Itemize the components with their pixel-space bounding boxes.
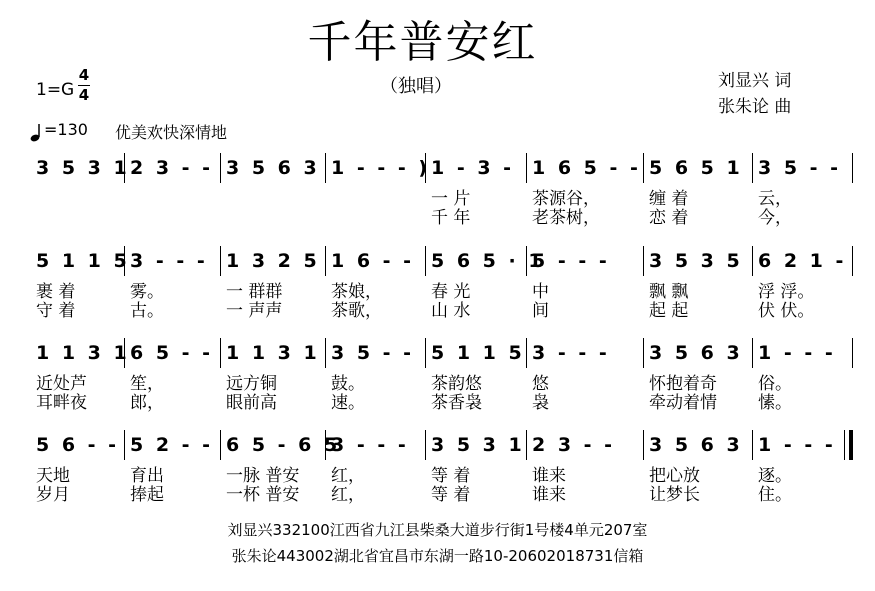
barline: [325, 246, 326, 276]
measure-notes: 5 - - -: [532, 250, 610, 272]
lyric-verse-2: 山 水: [431, 301, 471, 321]
quarter-note-icon: [30, 124, 44, 142]
lyric-verse-2: 岁月: [36, 485, 70, 505]
tempo-marking: =130: [44, 120, 88, 139]
measure-notes: 5 6 5 · 1: [431, 250, 545, 272]
measure-notes: 3 5 3 1: [431, 434, 525, 456]
lyric-verse-1: 等 着: [431, 466, 471, 486]
measure-notes: 3 - - -: [532, 342, 610, 364]
lyric-verse-2: 间: [532, 301, 549, 321]
barline: [325, 338, 326, 368]
lyric-verse-2: 恋 着: [649, 208, 689, 228]
measure-notes: 3 5 - -: [331, 342, 415, 364]
measure-notes: 5 6 - -: [36, 434, 120, 456]
barline: [752, 246, 753, 276]
lyric-verse-1: 悠: [532, 374, 549, 394]
barline: [643, 153, 644, 183]
barline: [752, 430, 753, 460]
address-line-1: 刘显兴332100江西省九江县柴桑大道步行街1号楼4单元207室: [227, 521, 648, 539]
lyric-verse-2: 让梦长: [649, 485, 700, 505]
barline: [852, 338, 853, 368]
song-subtitle: （独唱）: [380, 76, 452, 97]
address-line-2: 张朱论443002湖北省宜昌市东湖一路10-20602018731信箱: [231, 547, 644, 565]
lyric-verse-1: 谁来: [532, 466, 566, 486]
lyric-verse-2: 耳畔夜: [36, 393, 87, 413]
measure-notes: 3 5 6 3: [649, 342, 743, 364]
measure-notes: 1 3 2 5: [226, 250, 320, 272]
measure-notes: 6 2 1 -: [758, 250, 847, 272]
measure-notes: 3 - - -: [331, 434, 409, 456]
lyric-verse-1: 一 群群: [226, 282, 283, 302]
barline: [752, 338, 753, 368]
lyric-verse-2: 等 着: [431, 485, 471, 505]
song-title: 千年普安红: [307, 17, 538, 68]
lyric-verse-2: 古。: [130, 301, 164, 321]
lyric-verse-1: 中: [532, 282, 549, 302]
lyric-verse-2: 一杯 普安: [226, 485, 300, 505]
lyric-verse-2: 守 着: [36, 301, 76, 321]
lyric-verse-1: 一脉 普安: [226, 466, 300, 486]
measure-notes: 1 - 3 -: [431, 157, 515, 179]
expression-marking: 优美欢快深情地: [115, 123, 228, 142]
lyric-verse-1: 飘 飘: [649, 282, 689, 302]
lyric-verse-2: 袅: [532, 393, 549, 413]
lyric-verse-2: 速。: [331, 393, 365, 413]
barline: [643, 338, 644, 368]
lyric-verse-2: 茶歌，: [331, 301, 382, 321]
measure-notes: 5 2 - -: [130, 434, 214, 456]
measure-notes: 1 1 3 1: [36, 342, 130, 364]
lyric-verse-2: 谁来: [532, 485, 566, 505]
measure-notes: 1 1 3 1: [226, 342, 320, 364]
barline: [220, 430, 221, 460]
barline: [425, 338, 426, 368]
lyric-verse-2: 今，: [758, 208, 792, 228]
lyric-verse-1: 云，: [758, 189, 792, 209]
lyric-verse-2: 一 声声: [226, 301, 283, 321]
measure-notes: 3 5 6 3: [226, 157, 320, 179]
lyric-verse-1: 裹 着: [36, 282, 76, 302]
measure-notes: 3 5 3 5: [649, 250, 743, 272]
lyric-verse-1: 怀抱着奇: [649, 374, 717, 394]
lyric-verse-2: 千 年: [431, 208, 471, 228]
measure-notes: 1 6 5 - -: [532, 157, 641, 179]
lyric-verse-1: 近处芦: [36, 374, 87, 394]
measure-notes: 3 5 6 3: [649, 434, 743, 456]
time-signature: [78, 67, 90, 104]
measure-notes: 3 5 - -: [758, 157, 842, 179]
lyric-verse-2: 住。: [758, 485, 792, 505]
lyric-verse-1: 育出: [130, 466, 164, 486]
lyric-verse-2: 捧起: [130, 485, 164, 505]
lyricist-credit: 刘显兴 词: [718, 71, 792, 91]
barline: [643, 246, 644, 276]
measure-notes: 5 6 5 1: [649, 157, 743, 179]
measure-notes: 3 - - -: [130, 250, 208, 272]
measure-notes: 1 - - -: [758, 434, 836, 456]
lyric-verse-1: 浮 浮。: [758, 282, 815, 302]
barline: [425, 246, 426, 276]
barline: [425, 430, 426, 460]
barline: [124, 430, 125, 460]
measure-notes: 1 - - - ): [331, 157, 431, 179]
barline: [220, 338, 221, 368]
lyric-verse-1: 雾。: [130, 282, 164, 302]
lyric-verse-2: 红，: [331, 485, 365, 505]
lyric-verse-1: 鼓。: [331, 374, 365, 394]
lyric-verse-2: 牵动着情: [649, 393, 717, 413]
measure-notes: 5 1 1 5: [36, 250, 130, 272]
lyric-verse-2: 老茶树，: [532, 208, 600, 228]
barline: [220, 153, 221, 183]
lyric-verse-1: 春 光: [431, 282, 471, 302]
measure-notes: 1 - - -: [758, 342, 836, 364]
measure-notes: 6 5 - -: [130, 342, 214, 364]
barline: [325, 153, 326, 183]
final-barline-thin: [844, 430, 845, 460]
lyric-verse-2: 伏 伏。: [758, 301, 815, 321]
lyric-verse-2: 愫。: [758, 393, 792, 413]
key-signature: 1=G: [36, 80, 75, 100]
lyric-verse-1: 茶源谷，: [532, 189, 600, 209]
measure-notes: 2 3 - -: [532, 434, 616, 456]
lyric-verse-2: 郎，: [130, 393, 164, 413]
lyric-verse-1: 笙，: [130, 374, 164, 394]
barline: [526, 430, 527, 460]
lyric-verse-1: 俗。: [758, 374, 792, 394]
barline: [526, 153, 527, 183]
time-signature-top: 4: [78, 66, 90, 84]
final-barline-thick: [849, 430, 853, 460]
measure-notes: 1 6 - -: [331, 250, 415, 272]
lyric-verse-2: 眼前高: [226, 393, 277, 413]
barline: [643, 430, 644, 460]
barline: [220, 246, 221, 276]
lyric-verse-1: 缠 着: [649, 189, 689, 209]
time-signature-bottom: 4: [78, 86, 90, 104]
barline: [752, 153, 753, 183]
lyric-verse-1: 天地: [36, 466, 70, 486]
composer-credit: 张朱论 曲: [718, 97, 792, 117]
barline: [852, 246, 853, 276]
lyric-verse-1: 红，: [331, 466, 365, 486]
lyric-verse-1: 一 片: [431, 189, 471, 209]
lyric-verse-1: 逐。: [758, 466, 792, 486]
lyric-verse-2: 茶香袅: [431, 393, 482, 413]
measure-notes: 3 5 3 1: [36, 157, 130, 179]
measure-notes: 2 3 - -: [130, 157, 214, 179]
lyric-verse-2: 起 起: [649, 301, 689, 321]
lyric-verse-1: 茶韵悠: [431, 374, 482, 394]
measure-notes: 5 1 1 5: [431, 342, 525, 364]
barline: [852, 153, 853, 183]
lyric-verse-1: 远方铜: [226, 374, 277, 394]
barline: [526, 338, 527, 368]
lyric-verse-1: 把心放: [649, 466, 700, 486]
measure-notes: 6 5 - 6 5: [226, 434, 341, 456]
lyric-verse-1: 茶娘，: [331, 282, 382, 302]
